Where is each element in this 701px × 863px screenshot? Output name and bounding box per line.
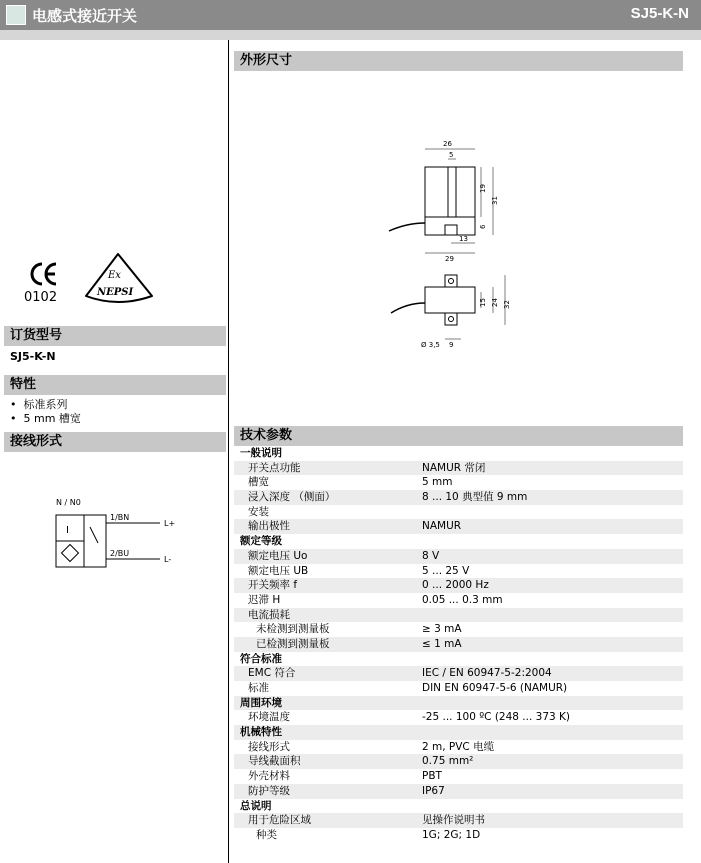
row-label: 一般说明 (240, 447, 282, 459)
row-label: 符合标准 (240, 652, 282, 665)
tech-heading: 技术参数 (234, 426, 683, 446)
row-label: 未检测到测量板 (256, 623, 330, 636)
row-label: 防护等级 (248, 784, 290, 797)
table-row (234, 828, 683, 843)
row-label: 安装 (248, 505, 269, 518)
lplus-label: L+ (164, 519, 176, 528)
dim-label: 29 (445, 255, 454, 263)
row-value: PBT (422, 770, 442, 783)
row-value: 1G; 2G; 1D (422, 828, 481, 841)
dim-label: 32 (503, 300, 511, 309)
row-label: 周围环境 (240, 696, 282, 709)
table-row (234, 813, 683, 828)
row-label: 总说明 (240, 799, 272, 812)
table-row (234, 710, 683, 725)
row-value: 2 m, PVC 电缆 (422, 740, 495, 753)
tech-table (234, 446, 683, 843)
row-label: 浸入深度 （侧面） (248, 491, 336, 504)
dim-label: 26 (443, 140, 452, 148)
certification-logos (22, 250, 182, 314)
table-row (234, 608, 683, 623)
row-label: 标准 (248, 682, 269, 694)
sensor-letter: I (66, 525, 69, 536)
order-heading: 订货型号 (4, 326, 226, 346)
ce-ex-logos (22, 250, 182, 310)
row-label: 电流损耗 (248, 608, 290, 621)
row-label: 额定等级 (240, 535, 282, 548)
row-label: 接线形式 (248, 740, 290, 753)
column-divider (228, 40, 229, 863)
table-group-row (234, 446, 683, 461)
dim-label: 15 (479, 298, 487, 307)
model-title: SJ5-K-N (630, 5, 689, 22)
table-row (234, 505, 683, 520)
table-row (234, 754, 683, 769)
row-label: 开关点功能 (248, 461, 301, 474)
wiring-label-top: N / N0 (56, 498, 81, 507)
row-label: EMC 符合 (248, 667, 296, 680)
features-heading: 特性 (4, 375, 226, 395)
page-title: 电感式接近开关 (32, 7, 138, 25)
row-value: IEC / EN 60947-5-2:2004 (422, 667, 552, 680)
table-row (234, 519, 683, 534)
row-value: 见操作说明书 (422, 814, 485, 827)
table-row (234, 475, 683, 490)
wiring-heading: 接线形式 (4, 432, 226, 452)
table-row (234, 593, 683, 608)
dim-label: 6 (479, 224, 487, 229)
dim-label: Ø 3,5 (421, 341, 440, 349)
table-row (234, 740, 683, 755)
wiring-diagram (50, 495, 200, 575)
lminus-label: L- (164, 555, 172, 564)
dim-label: 19 (479, 184, 487, 193)
row-label: 已检测到测量板 (256, 637, 330, 650)
table-row (234, 564, 683, 579)
row-label: 迟滞 H (248, 593, 281, 606)
pin1-label: 1/BN (110, 513, 130, 522)
row-label: 导线截面积 (248, 755, 301, 768)
row-value: 0.75 mm² (422, 755, 474, 768)
row-value: NAMUR (422, 520, 462, 533)
table-row (234, 769, 683, 784)
row-value: 0.05 ... 0.3 mm (422, 593, 503, 606)
row-value: 8 V (422, 549, 440, 562)
row-label: 用于危险区域 (248, 814, 311, 827)
table-row (234, 637, 683, 652)
ex-nepsi-icon (86, 254, 152, 302)
row-label: 机械特性 (240, 726, 282, 739)
row-label: 额定电压 UB (248, 564, 309, 577)
page-header (0, 0, 701, 30)
row-label: 额定电压 Uo (248, 549, 308, 562)
row-label: 槽宽 (248, 476, 269, 489)
row-label: 种类 (256, 828, 277, 841)
dim-label: 13 (459, 235, 468, 243)
feature-item: • 5 mm 槽宽 (10, 412, 81, 425)
table-row (234, 578, 683, 593)
row-label: 开关频率 f (248, 579, 298, 592)
ce-number: 0102 (24, 290, 58, 305)
row-value: ≥ 3 mA (422, 623, 462, 636)
dimensions-heading: 外形尺寸 (234, 51, 683, 71)
order-value: SJ5-K-N (10, 350, 56, 363)
ex-text: Ex (108, 270, 121, 281)
header-subbar (0, 30, 701, 40)
row-value: 5 ... 25 V (422, 564, 470, 577)
row-value: NAMUR 常闭 (422, 461, 486, 474)
table-group-row (234, 696, 683, 711)
dim-label: 9 (449, 341, 454, 349)
table-group-row (234, 534, 683, 549)
row-value: ≤ 1 mA (422, 637, 462, 650)
row-value: -25 ... 100 ºC (248 ... 373 K) (422, 711, 571, 724)
table-group-row (234, 725, 683, 740)
row-value: 8 ... 10 典型值 9 mm (422, 491, 528, 504)
pin2-label: 2/BU (110, 549, 130, 558)
table-row (234, 461, 683, 476)
table-row (234, 666, 683, 681)
table-row (234, 681, 683, 696)
dimension-drawing (385, 135, 535, 360)
row-value: 5 mm (422, 476, 453, 489)
feature-item: • 标准系列 (10, 398, 68, 411)
table-row (234, 549, 683, 564)
table-row (234, 490, 683, 505)
row-value: DIN EN 60947-5-6 (NAMUR) (422, 682, 568, 694)
header-square-icon (6, 5, 26, 25)
table-row (234, 622, 683, 637)
row-label: 输出极性 (248, 520, 290, 533)
table-group-row (234, 652, 683, 667)
row-value: IP67 (422, 784, 445, 797)
dim-label: 31 (491, 196, 499, 205)
nepsi-text: NEPSI (97, 287, 134, 298)
dim-label: 24 (491, 298, 499, 307)
dim-label: 5 (449, 151, 454, 159)
row-value: 0 ... 2000 Hz (422, 579, 489, 592)
table-row (234, 784, 683, 799)
row-label: 环境温度 (248, 711, 290, 724)
table-group-row (234, 799, 683, 814)
ce-mark-icon (32, 264, 56, 284)
row-label: 外壳材料 (248, 770, 290, 783)
